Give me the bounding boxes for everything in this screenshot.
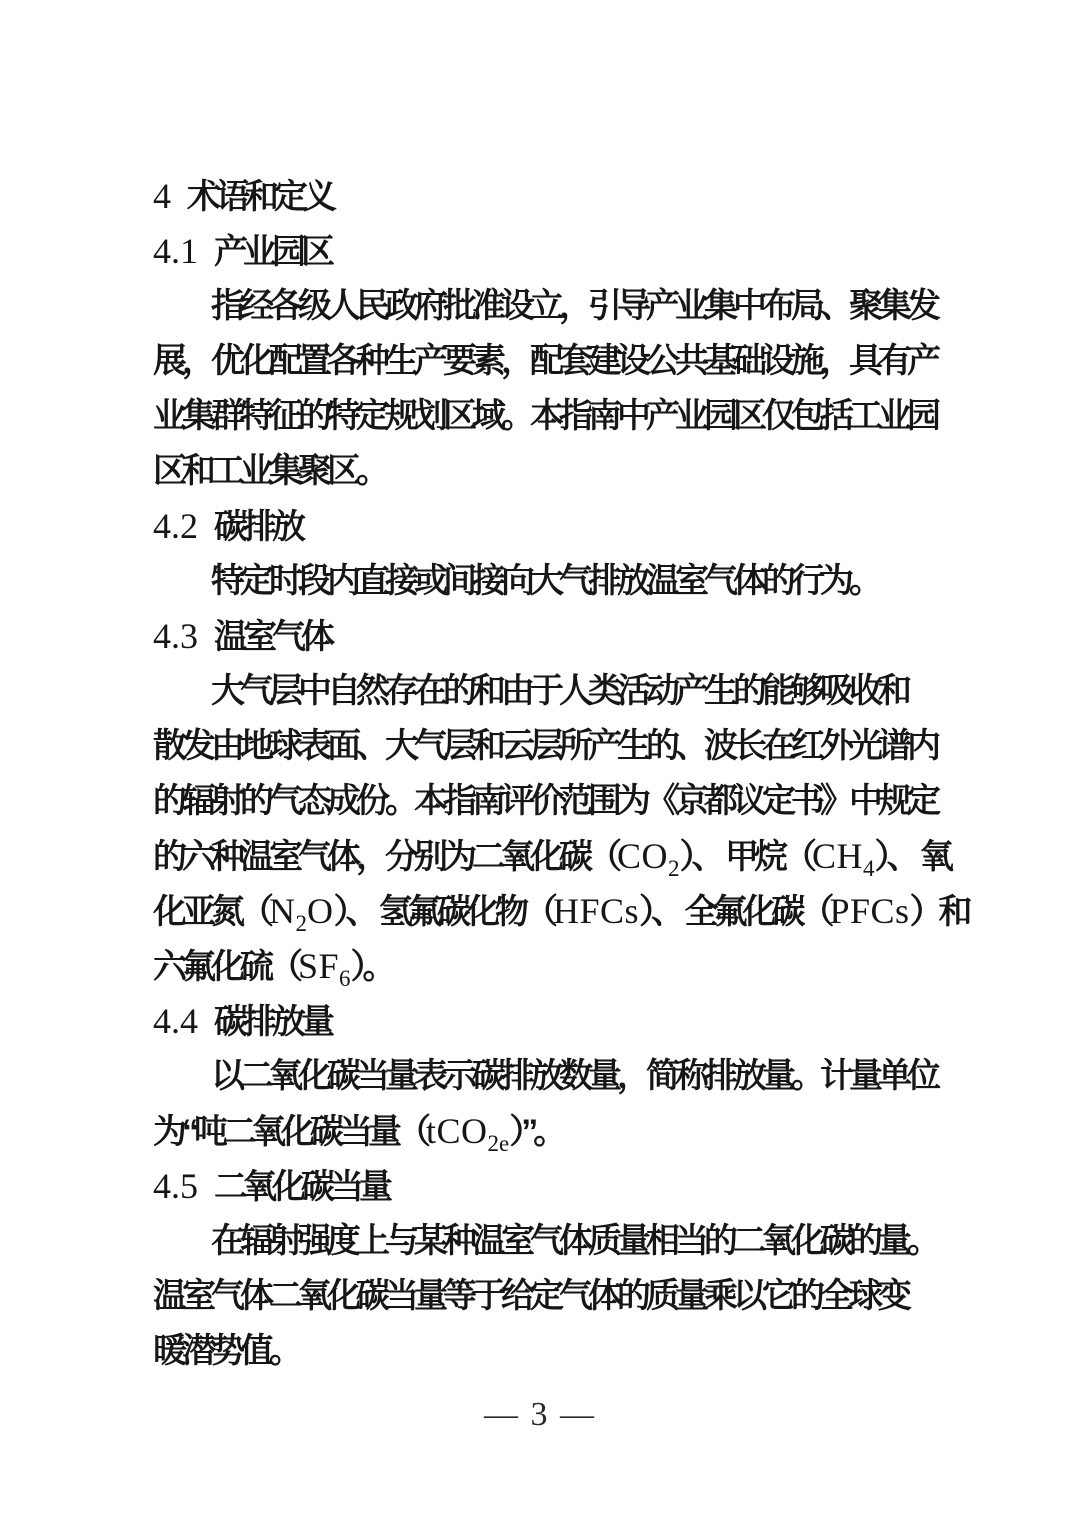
text-segment: 温室气体二氧化碳当量等于给定气体的质量乘以它的全球变 [153,1277,907,1315]
section-heading [153,1163,388,1210]
text-segment: PFCs [829,891,910,931]
text-line [153,448,385,494]
text-line [211,558,878,604]
text-line [153,338,936,384]
text-segment: 特定时段内直接或间接向大气排放温室气体的行为。 [211,562,878,600]
text-segment: 二氧化碳当量 [214,1168,388,1206]
text-segment: 2 [295,911,307,936]
text-segment: 指经各级人民政府批准设立，引导产业集中布局、聚集发 [211,287,936,325]
text-segment: HFCs [552,891,639,931]
text-line [153,1273,907,1319]
section-heading [153,503,301,550]
text-segment: 散发由地球表面、大气层和云层所产生的、波长在红外光谱内 [153,727,936,765]
text-segment: 区和工业集聚区。 [153,452,385,490]
text-segment: CH [811,836,863,876]
text-line [211,1053,936,1099]
text-line [211,283,936,329]
text-segment: 暖潜势值。 [153,1332,298,1370]
text-segment: ）。 [350,948,392,986]
text-line [153,888,968,947]
text-segment: 4 [862,856,875,881]
text-segment: 温室气体 [214,618,330,656]
section-number: 4.3 [153,616,198,656]
text-segment: 的六种温室气体，分别为二氧化碳（ [153,838,617,876]
text-segment: ）、 氢氟碳化物（ [333,893,553,931]
text-segment: ）、 全氟化碳（ [639,893,830,931]
text-segment: 术语和定义 [187,178,332,216]
section-heading [153,998,330,1045]
text-segment: 大气层中自然存在的和由于人类活动产生的能够吸收和 [211,672,907,710]
text-segment: 碳排放量 [214,1003,330,1041]
text-segment: ）”。 [509,1113,563,1151]
text-segment: 碳排放 [214,508,301,546]
text-line [153,1328,298,1374]
section-number: 4 [153,176,171,216]
text-line [153,723,936,769]
text-segment: 展，优化配置各种生产要素，配套建设公共基础设施，具有产 [153,342,936,380]
text-segment: 6 [339,966,351,991]
text-segment: CO [617,836,669,876]
text-line [153,1108,562,1167]
text-line [153,943,392,1002]
text-line [211,668,907,714]
section-number: 4.4 [153,1001,198,1041]
text-segment: 以二氧化碳当量表示碳排放数量，简称排放量。计量单位 [211,1057,936,1095]
text-segment: 2 [668,856,680,881]
text-segment: 在辐射强度上与某种温室气体质量相当的二氧化碳的量。 [211,1222,936,1260]
section-number: 4.5 [153,1166,198,1206]
text-line [153,393,936,439]
section-number: 4.1 [153,231,198,271]
text-segment: tCO [426,1111,488,1151]
section-heading [153,613,330,660]
section-heading [153,173,332,220]
text-segment: SF [298,946,340,986]
text-segment: ）、 甲烷（ [679,838,812,876]
text-line [153,778,936,824]
section-heading [153,228,330,275]
text-segment: 业集群特征的特定规划区域。本指南中产业园区仅包括工业园 [153,397,936,435]
text-segment: ）和 [909,893,968,931]
text-segment: 2e [487,1131,510,1156]
page-number: — 3 — [484,1396,596,1433]
text-segment: ）、 氧 [874,838,949,876]
text-line [211,1218,936,1264]
text-segment: N [269,891,296,931]
section-number: 4.2 [153,506,198,546]
text-segment: 为“吨二氧化碳当量（ [153,1113,426,1151]
text-segment: O [307,891,334,931]
text-segment: 的辐射的气态成份。本指南评价范围为《京都议定书》中规定 [153,782,936,820]
text-segment: 六氟化硫（ [153,948,298,986]
text-segment: 产业园区 [214,233,330,271]
text-line [153,833,949,892]
text-segment: 化亚氮（ [153,893,269,931]
